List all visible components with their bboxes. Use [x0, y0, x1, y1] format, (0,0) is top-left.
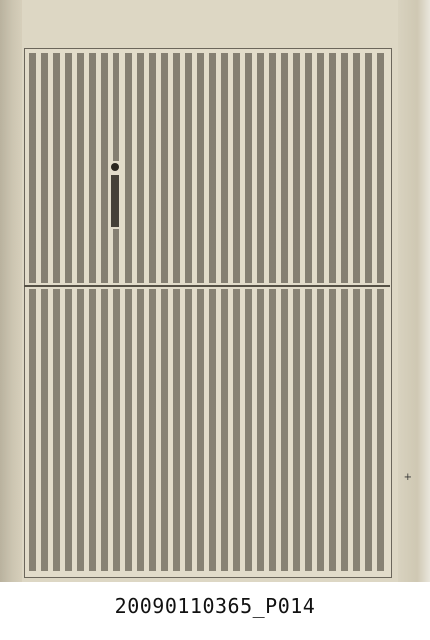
registration-mark-icon: + [403, 472, 412, 483]
top-left-article [29, 53, 119, 283]
text-frame [24, 48, 392, 578]
heading-text-block [111, 175, 119, 227]
section-divider [24, 285, 390, 287]
bullet-icon [111, 163, 119, 171]
image-id-caption: 20090110365_P014 [114, 594, 316, 618]
page-binding-edge [0, 0, 22, 582]
page-right-edge [398, 0, 430, 582]
vertical-text-columns [125, 53, 385, 283]
article-heading-marker [109, 161, 121, 229]
top-right-article [125, 53, 385, 283]
vertical-text-columns [29, 53, 119, 283]
lower-article-text [29, 289, 385, 571]
